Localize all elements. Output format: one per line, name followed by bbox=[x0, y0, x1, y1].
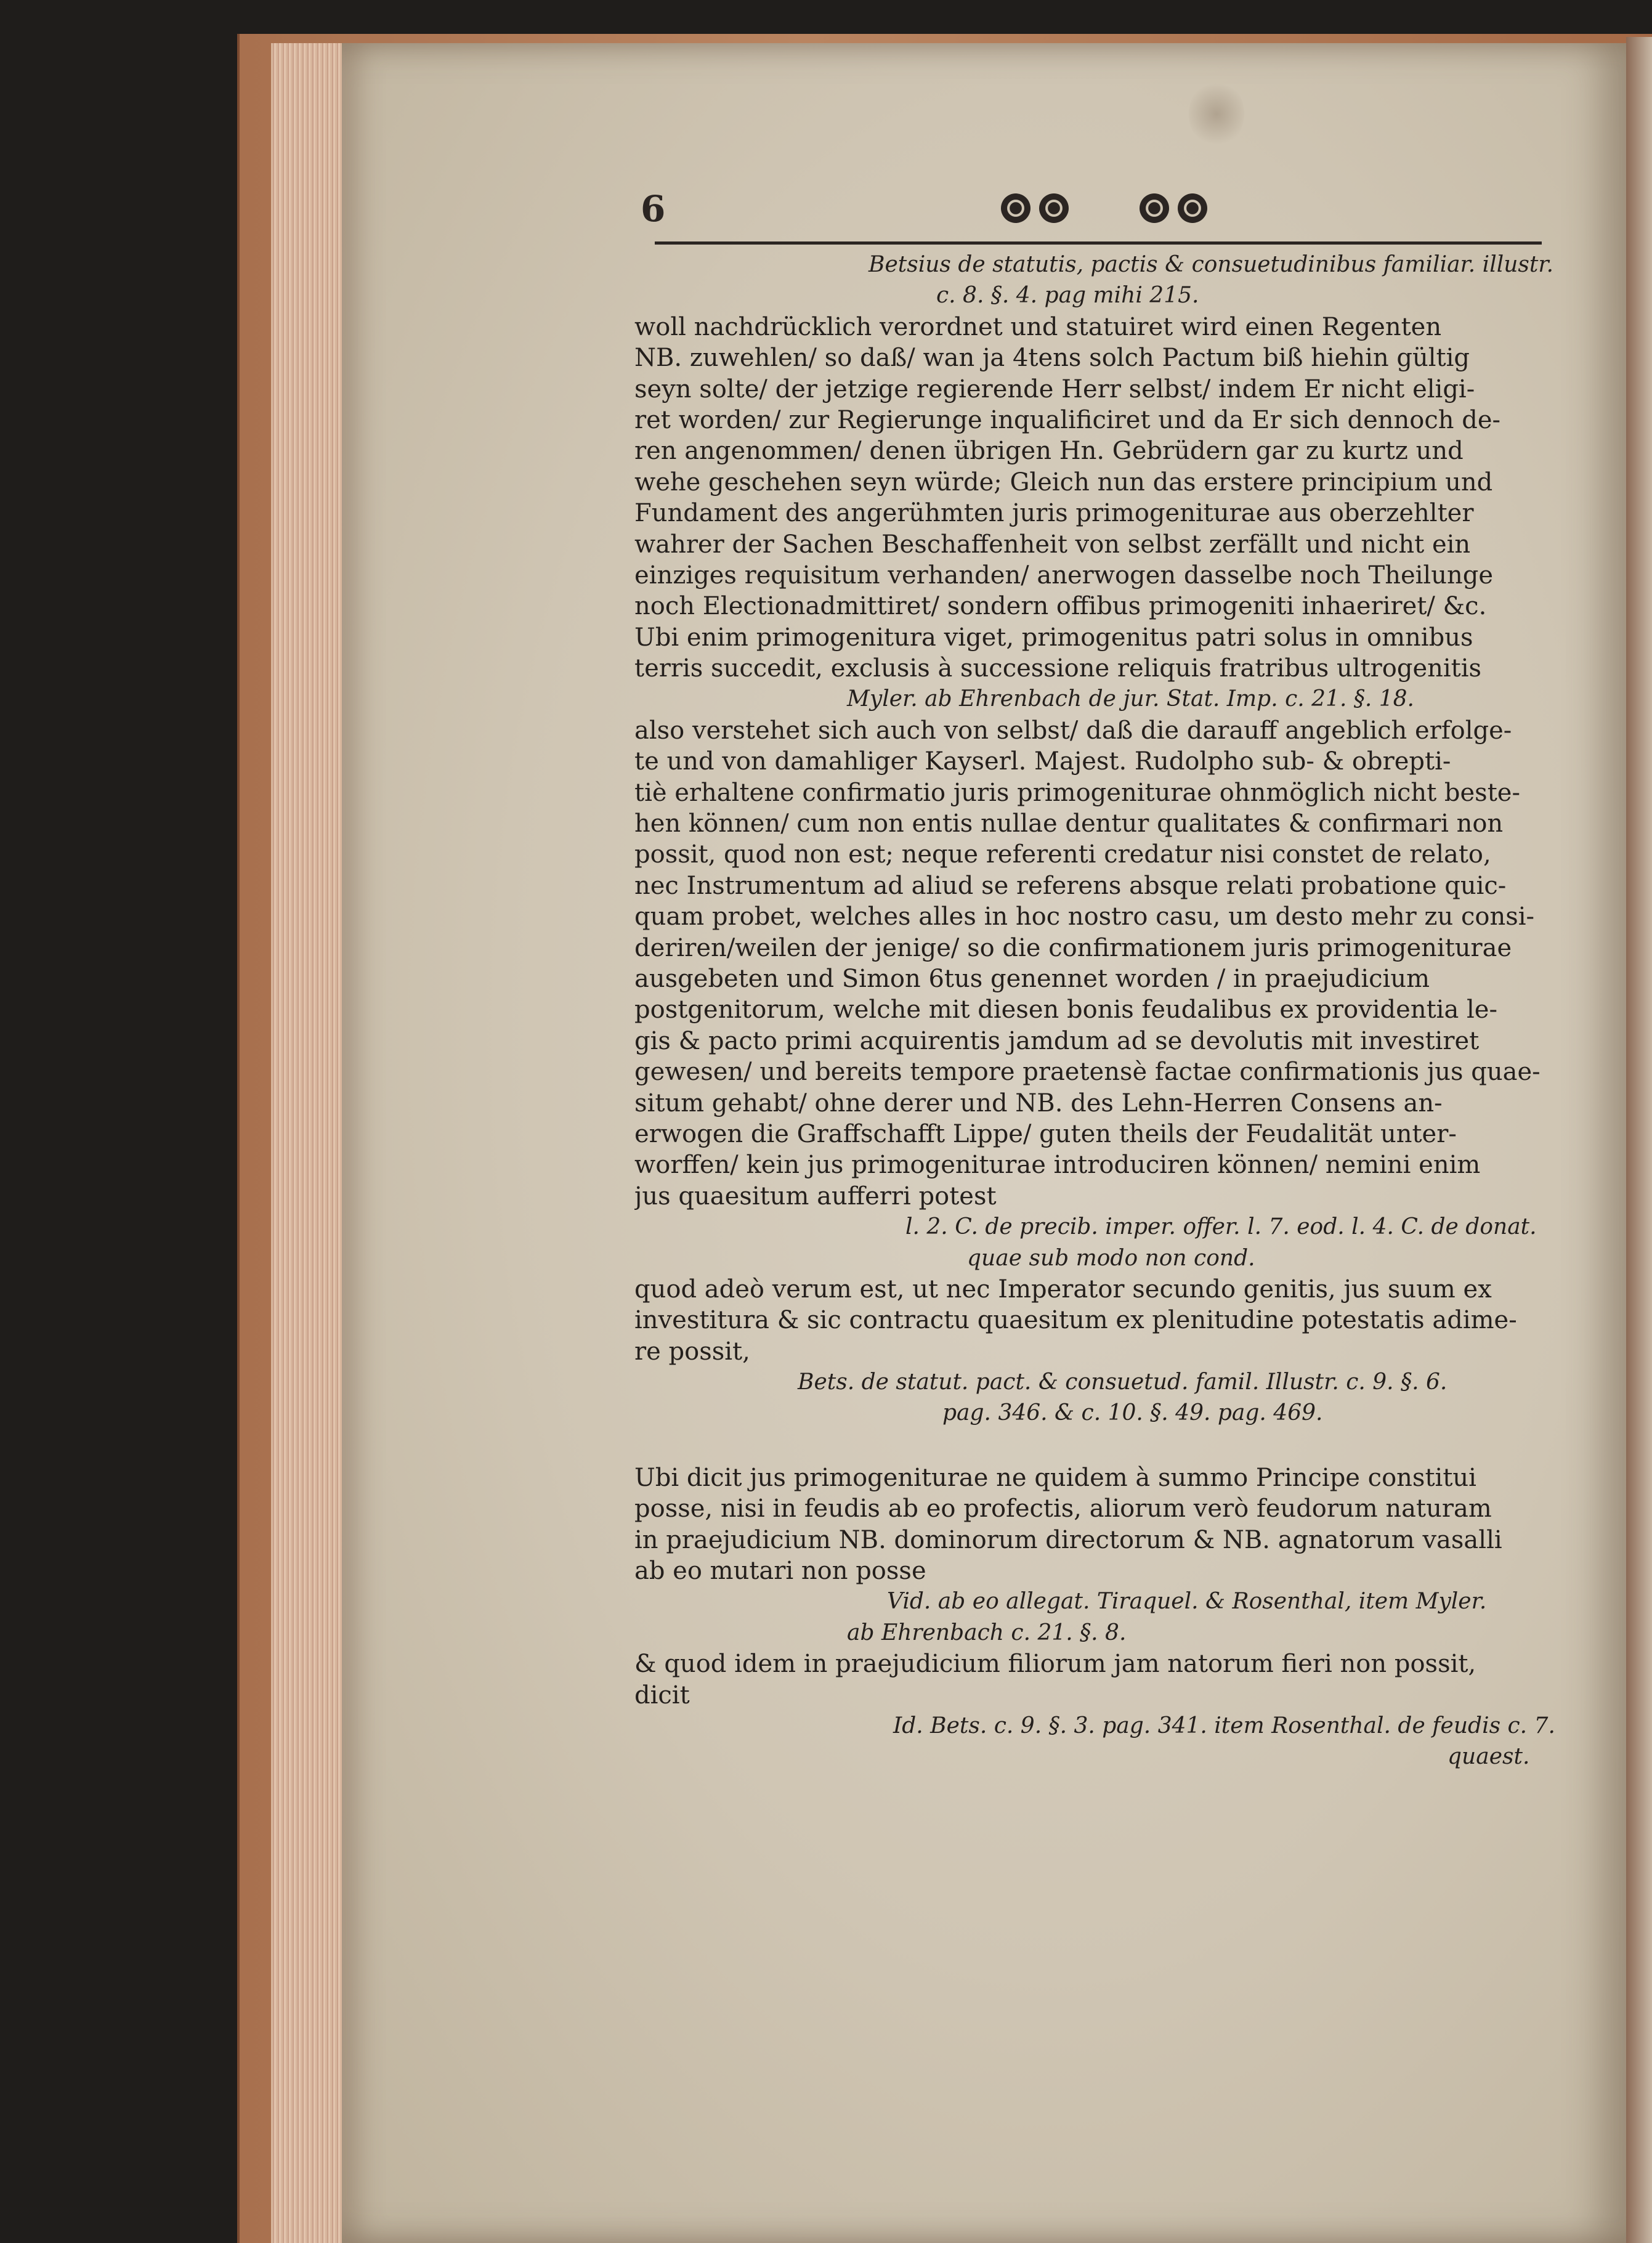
text-line: possit, quod non est; neque referenti credatur nisi constet de relato, bbox=[634, 840, 1491, 869]
paper-stain bbox=[1189, 80, 1244, 148]
text-line: terris succedit, exclusis à successione reliquis fratribus ultrogenitis bbox=[634, 654, 1482, 683]
facing-page-edge bbox=[1626, 37, 1652, 2243]
paragraph-gap bbox=[634, 1429, 1558, 1462]
text-line: gewesen/ und bereits tempore praetensè factae confirmationis jus quae- bbox=[634, 1058, 1541, 1087]
citation-line: Betsius de statutis, pactis & consuetudinibus familiar. illustr. bbox=[869, 252, 1554, 277]
text-line: re possit, bbox=[634, 1337, 750, 1366]
text-line: ab eo mutari non posse bbox=[634, 1557, 926, 1586]
text-line: postgenitorum, welche mit diesen bonis feudalibus ex providentia le- bbox=[634, 996, 1497, 1024]
page-number: 6 bbox=[641, 188, 666, 230]
header-ornament-right bbox=[1140, 191, 1207, 225]
text-line: investitura & sic contractu quaesitum ex plenitudine potestatis adime- bbox=[634, 1306, 1517, 1335]
text-line: NB. zuwehlen/ so daß/ wan ja 4tens solch Pactum biß hiehin gültig bbox=[634, 344, 1470, 373]
text-line: ausgebeten und Simon 6tus genennet worden / in praejudicium bbox=[634, 964, 1430, 993]
text-line: einziges requisitum verhanden/ anerwogen dasselbe noch Theilunge bbox=[634, 561, 1494, 590]
citation-line: ab Ehrenbach c. 21. §. 8. bbox=[847, 1620, 1127, 1645]
text-line: wahrer der Sachen Beschaffenheit von selbst zerfällt und nicht ein bbox=[634, 530, 1471, 559]
text-line: posse, nisi in feudis ab eo profectis, aliorum verò feudorum naturam bbox=[634, 1495, 1492, 1523]
citation-line: Myler. ab Ehrenbach de jur. Stat. Imp. c. 21. §. 18. bbox=[847, 686, 1414, 712]
text-line: quam probet, welches alles in hoc nostro casu, um desto mehr zu consi- bbox=[634, 902, 1535, 931]
citation-line: Bets. de statut. pact. & consuetud. famil. Illustr. c. 9. §. 6. bbox=[798, 1369, 1448, 1395]
text-line: seyn solte/ der jetzige regierende Herr selbst/ indem Er nicht eligi- bbox=[634, 375, 1475, 404]
text-line: deriren/weilen der jenige/ so die confirmationem juris primogeniturae bbox=[634, 933, 1512, 962]
text-line: also verstehet sich auch von selbst/ daß die darauff angeblich erfolge- bbox=[634, 716, 1512, 745]
text-line: ren angenommen/ denen übrigen Hn. Gebrüdern gar zu kurtz und bbox=[634, 437, 1464, 466]
text-line: erwogen die Graffschafft Lippe/ guten theils der Feudalität unter- bbox=[634, 1119, 1457, 1148]
text-line: quod adeò verum est, ut nec Imperator secundo genitis, jus suum ex bbox=[634, 1275, 1492, 1304]
citation-line: pag. 346. & c. 10. §. 49. pag. 469. bbox=[942, 1400, 1323, 1426]
citation-line: quaest. bbox=[1448, 1744, 1530, 1770]
text-line: Ubi dicit jus primogeniturae ne quidem à summo Principe constitui bbox=[634, 1463, 1476, 1492]
text-line: tiè erhaltene confirmatio juris primogeniturae ohnmöglich nicht beste- bbox=[634, 778, 1520, 807]
text-line: wehe geschehen seyn würde; Gleich nun das erstere principium und bbox=[634, 468, 1493, 497]
text-line: & quod idem in praejudicium filiorum jam natorum fieri non possit, bbox=[634, 1650, 1476, 1679]
text-line: woll nachdrücklich verordnet und statuiret wird einen Regenten bbox=[634, 312, 1442, 341]
page-edges bbox=[271, 43, 345, 2243]
text-line: Ubi enim primogenitura viget, primogenitus patri solus in omnibus bbox=[634, 623, 1473, 652]
text-line: nec Instrumentum ad aliud se referens absque relati probatione quic- bbox=[634, 871, 1507, 900]
text-line: in praejudicium NB. dominorum directorum & NB. agnatorum vasalli bbox=[634, 1525, 1502, 1554]
citation-line: l. 2. C. de precib. imper. offer. l. 7. eod. l. 4. C. de donat. bbox=[905, 1214, 1537, 1240]
text-line: Fundament des angerühmten juris primogeniturae aus oberzehlter bbox=[634, 499, 1474, 528]
text-line: ret worden/ zur Regierunge inqualificiret und da Er sich dennoch de- bbox=[634, 405, 1501, 434]
text-line: dicit bbox=[634, 1681, 690, 1710]
text-line: hen können/ cum non entis nullae dentur qualitates & confirmari non bbox=[634, 809, 1504, 838]
text-line: noch Electionadmittiret/ sondern offibus primogeniti inhaeriret/ &c. bbox=[634, 592, 1487, 621]
text-line: situm gehabt/ ohne derer und NB. des Lehn-Herren Consens an- bbox=[634, 1089, 1443, 1117]
text-line: te und von damahliger Kayserl. Majest. Rudolpho sub- & obrepti- bbox=[634, 747, 1451, 776]
text-line: worffen/ kein jus primogeniturae introduciren können/ nemini enim bbox=[634, 1151, 1481, 1180]
page-text bbox=[634, 249, 1558, 1773]
text-line: gis & pacto primi acquirentis jamdum ad se devolutis mit investiret bbox=[634, 1026, 1480, 1055]
citation-line: c. 8. §. 4. pag mihi 215. bbox=[936, 283, 1199, 309]
header-rule bbox=[655, 241, 1542, 245]
citation-line: Id. Bets. c. 9. §. 3. pag. 341. item Rosenthal. de feudis c. 7. bbox=[893, 1713, 1555, 1738]
citation-line: quae sub modo non cond. bbox=[967, 1245, 1255, 1271]
citation-line: Vid. ab eo allegat. Tiraquel. & Rosenthal, item Myler. bbox=[887, 1589, 1487, 1615]
header-ornament-left bbox=[1001, 191, 1069, 225]
text-line: jus quaesitum aufferri potest bbox=[634, 1182, 997, 1211]
